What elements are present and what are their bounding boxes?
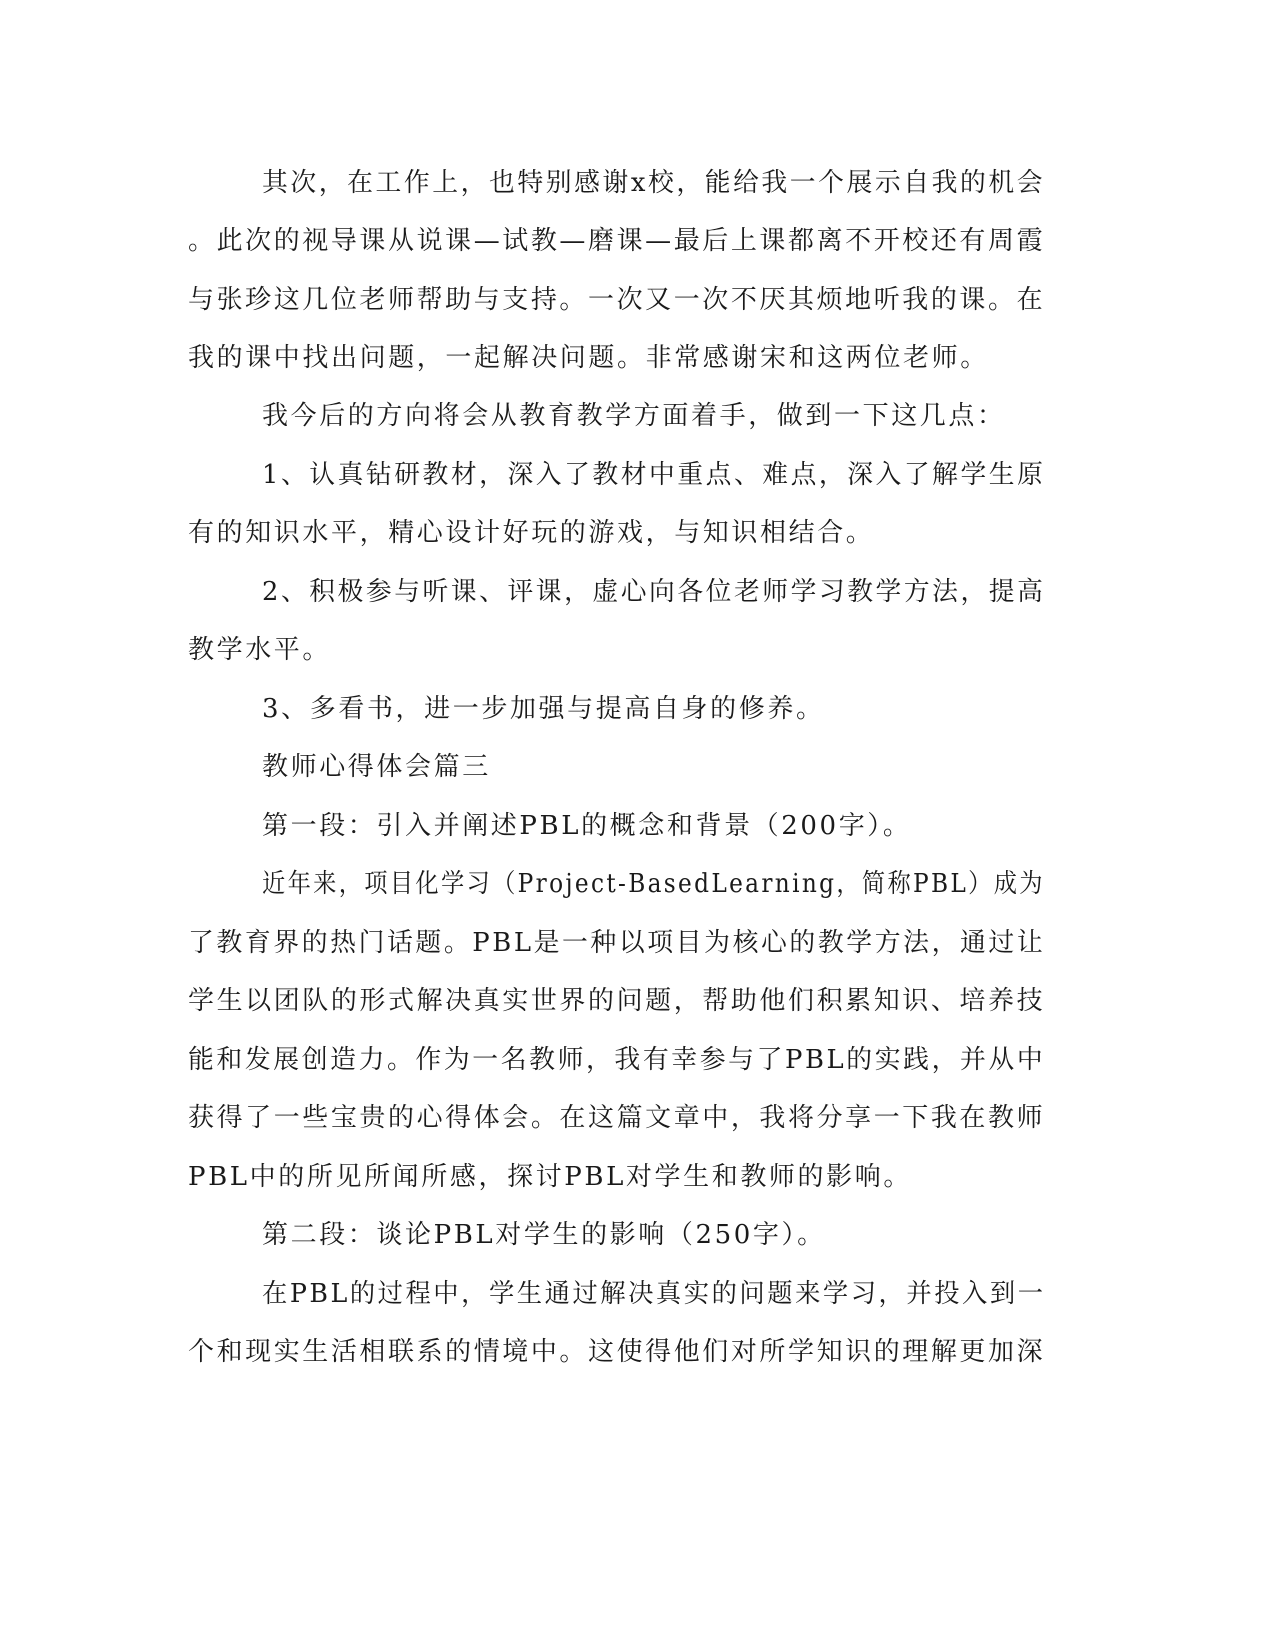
subsection-heading: 第二段：谈论PBL对学生的影响（250字）。: [262, 1220, 826, 1250]
paragraph-line: 个和现实生活相联系的情境中。这使得他们对所学知识的理解更加深: [188, 1337, 1046, 1367]
paragraph-line: 在PBL的过程中，学生通过解决真实的问题来学习，并投入到一: [262, 1279, 1046, 1309]
paragraph-line: 我今后的方向将会从教育教学方面着手，做到一下这几点：: [262, 401, 1006, 431]
list-item-line: 有的知识水平，精心设计好玩的游戏，与知识相结合。: [188, 518, 875, 548]
paragraph-line: 我的课中找出问题，一起解决问题。非常感谢宋和这两位老师。: [188, 343, 989, 373]
list-item-line: 教学水平。: [188, 635, 332, 665]
paragraph-line: 了教育界的热门话题。PBL是一种以项目为核心的教学方法，通过让: [188, 928, 1046, 958]
paragraph-line: 学生以团队的形式解决真实世界的问题，帮助他们积累知识、培养技: [188, 986, 1046, 1016]
paragraph-line: 。此次的视导课从说课—试教—磨课—最后上课都离不开校还有周霞: [188, 226, 1046, 256]
paragraph-line: 获得了一些宝贵的心得体会。在这篇文章中，我将分享一下我在教师: [188, 1103, 1046, 1133]
subsection-heading: 第一段：引入并阐述PBL的概念和背景（200字）。: [262, 811, 912, 841]
paragraph-line: 近年来，项目化学习（Project-BasedLearning，简称PBL）成为: [262, 869, 1045, 899]
section-heading: 教师心得体会篇三: [262, 752, 491, 782]
paragraph-line: 其次，在工作上，也特别感谢x校，能给我一个展示自我的机会: [262, 168, 1046, 198]
list-item-line: 3、多看书，进一步加强与提高自身的修养。: [262, 694, 825, 724]
list-item-line: 2、积极参与听课、评课，虚心向各位老师学习教学方法，提高: [262, 577, 1046, 607]
paragraph-line: 能和发展创造力。作为一名教师，我有幸参与了PBL的实践，并从中: [188, 1045, 1046, 1075]
list-item-line: 1、认真钻研教材，深入了教材中重点、难点，深入了解学生原: [262, 460, 1046, 490]
paragraph-line: PBL中的所见所闻所感，探讨PBL对学生和教师的影响。: [188, 1162, 912, 1192]
paragraph-line: 与张珍这几位老师帮助与支持。一次又一次不厌其烦地听我的课。在: [188, 285, 1046, 315]
